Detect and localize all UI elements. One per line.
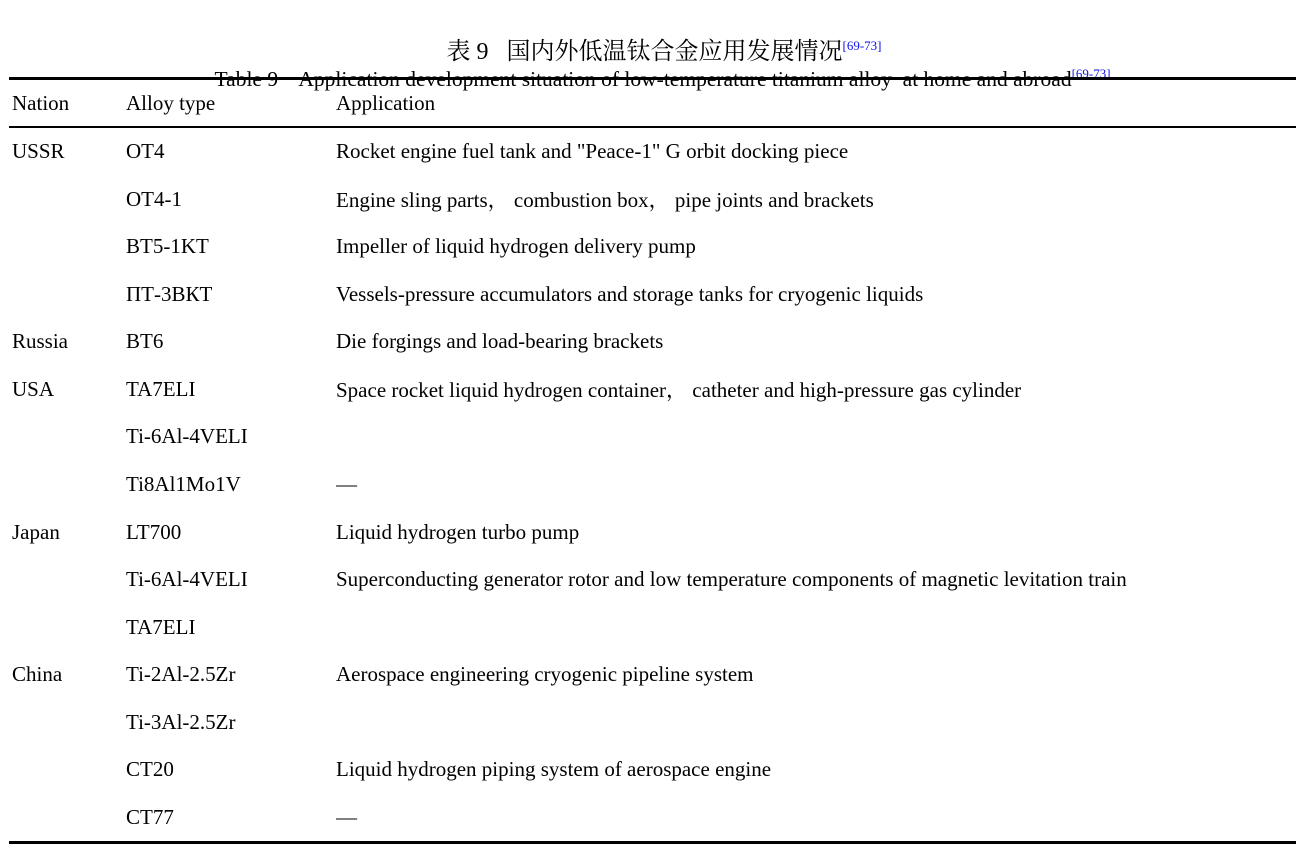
cell-alloy-type: TA7ELI [126,614,196,639]
cell-application: — [336,471,357,496]
table-body [9,128,1296,841]
cell-alloy-type: TA7ELI [126,376,196,401]
data-table [9,77,1296,844]
cell-nation: USSR [12,139,65,164]
cell-alloy-type: CT77 [126,804,174,829]
table-row [9,698,1296,746]
table-row [9,651,1296,699]
cell-application: Vessels-pressure accumulators and storage tanks for cryogenic liquids [336,281,924,306]
cell-alloy-type: Ti-6Al-4VELI [126,424,248,449]
cell-application: Liquid hydrogen turbo pump [336,519,580,544]
cell-alloy-type: Ti-2Al-2.5Zr [126,662,236,687]
table-title-english-text: Table 9 Application development situation of low-temperature titanium alloy at home and abroad [214,67,1072,91]
cell-nation: Russia [12,329,69,354]
column-header-alloy-type: Alloy type [126,90,216,115]
cell-application: Space rocket liquid hydrogen container， catheter and high-pressure gas cylinder [336,378,1022,403]
cell-nation: Japan [12,519,60,544]
cell-application: Liquid hydrogen piping system of aerospace engine [336,757,772,782]
cell-alloy-type: BT6 [126,329,164,354]
cell-application: — [336,804,357,829]
column-header-application: Application [336,90,436,115]
table-row [9,556,1296,604]
table-row [9,746,1296,794]
cell-alloy-type: BT5-1KT [126,234,209,259]
table-header-row [9,80,1296,128]
cell-alloy-type: OT4 [126,139,165,164]
cell-alloy-type: Ti-6Al-4VELI [126,567,248,592]
table-row [9,366,1296,414]
citation-superscript-cn[interactable]: [69-73] [842,38,882,53]
cell-alloy-type: ПТ-3ВКТ [126,281,213,306]
table-title-chinese-text: 表 9 国内外低温钛合金应用发展情况 [446,39,843,65]
table-row [9,318,1296,366]
cell-nation: USA [12,376,55,401]
cell-alloy-type: LT700 [126,519,182,544]
cell-application: Impeller of liquid hydrogen delivery pump [336,234,696,259]
table-row [9,603,1296,651]
cell-application: Engine sling parts， combustion box， pipe joints and brackets [336,188,874,213]
table-row [9,413,1296,461]
table-row [9,223,1296,271]
table-row [9,508,1296,556]
table-row [9,461,1296,509]
cell-application: Superconducting generator rotor and low temperature components of magnetic levitation train [336,567,1127,592]
table-row [9,793,1296,841]
cell-nation: China [12,662,63,687]
cell-alloy-type: Ti-3Al-2.5Zr [126,709,236,734]
cell-application: Die forgings and load-bearing brackets [336,329,664,354]
table-row [9,271,1296,319]
cell-alloy-type: Ti8Al1Mo1V [126,471,241,496]
cell-alloy-type: CT20 [126,757,174,782]
cell-application: Rocket engine fuel tank and "Peace-1" G orbit docking piece [336,139,849,164]
column-header-nation: Nation [12,90,70,115]
cell-alloy-type: OT4-1 [126,186,182,211]
citation-superscript-en[interactable]: [69-73] [1071,65,1111,81]
cell-application: Aerospace engineering cryogenic pipeline system [336,662,754,687]
table-row [9,176,1296,224]
table-row [9,128,1296,176]
